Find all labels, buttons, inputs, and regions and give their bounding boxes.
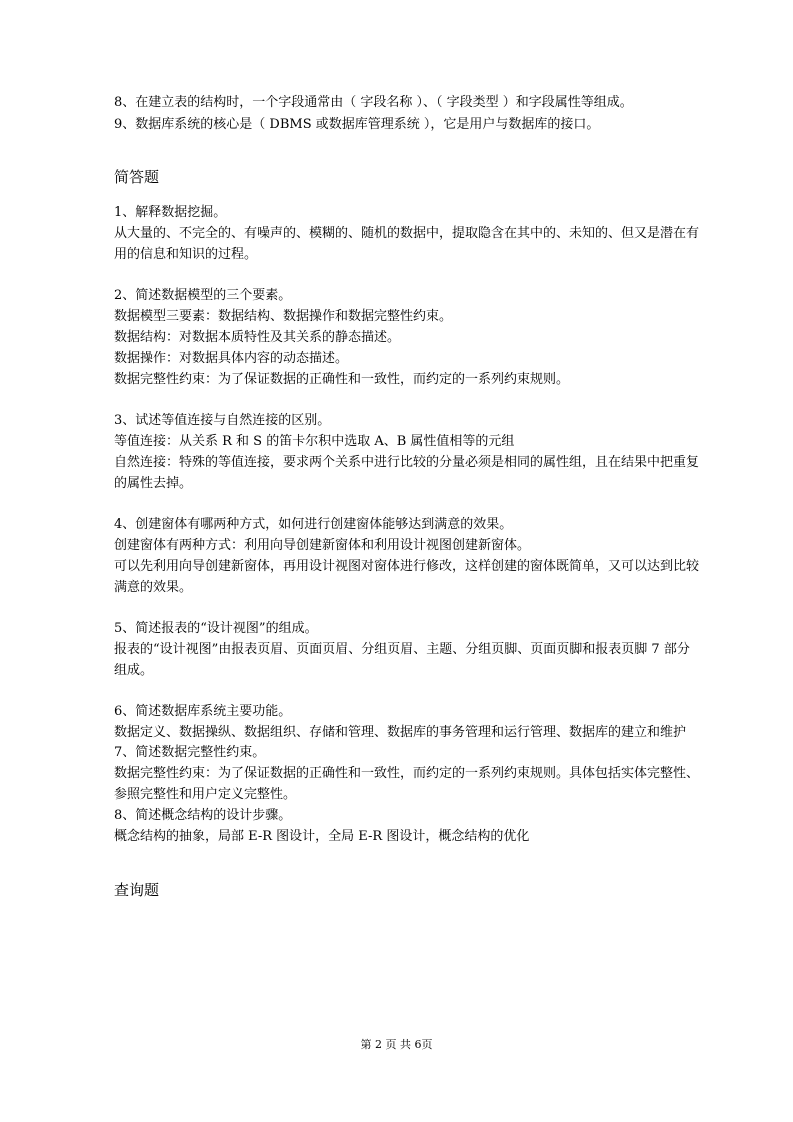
q7-answer-line: 数据完整性约束：为了保证数据的正确性和一致性，而约定的一系列约束规则。具体包括实体完整性、 xyxy=(114,766,700,781)
q5-answer-line: 组成。 xyxy=(114,663,154,678)
q5-answer-line: 报表的“设计视图”由报表页眉、页面页眉、分组页眉、主题、分组页脚、页面页脚和报表页脚 7 部分 xyxy=(114,642,690,657)
q6-question: 6、简述数据库系统主要功能。 xyxy=(114,704,292,719)
q6-answer-line: 数据定义、数据操纵、数据组织、存储和管理、数据库的事务管理和运行管理、数据库的建立和维护 xyxy=(114,725,687,740)
q4-answer-line: 满意的效果。 xyxy=(114,580,193,595)
q8-answer-line: 概念结构的抽象，局部 E-R 图设计，全局 E-R 图设计，概念结构的优化 xyxy=(114,829,530,844)
fill-blank-q8: 8、在建立表的结构时，一个字段通常由（ 字段名称 ）、（ 字段类型 ）和字段属性等组成。 xyxy=(114,95,633,110)
q2-answer-line: 数据结构：对数据本质特性及其关系的静态描述。 xyxy=(114,330,401,345)
q2-answer-line: 数据模型三要素：数据结构、数据操作和数据完整性约束。 xyxy=(114,309,453,324)
q5-question: 5、简述报表的“设计视图”的组成。 xyxy=(114,621,318,636)
q7-question: 7、简述数据完整性约束。 xyxy=(114,745,266,760)
q1-answer-line: 用的信息和知识的过程。 xyxy=(114,247,258,262)
section-heading-query: 查询题 xyxy=(114,881,160,899)
q4-question: 4、创建窗体有哪两种方式，如何进行创建窗体能够达到满意的效果。 xyxy=(114,517,513,532)
q7-answer-line: 参照完整性和用户定义完整性。 xyxy=(114,787,297,802)
q3-answer-line: 自然连接：特殊的等值连接，要求两个关系中进行比较的分量必须是相同的属性组，且在结果中把重复 xyxy=(114,455,700,470)
q2-answer-line: 数据操作：对数据具体内容的动态描述。 xyxy=(114,351,349,366)
q1-answer-line: 从大量的、不完全的、有噪声的、模糊的、随机的数据中，提取隐含在其中的、未知的、但又是潜在有 xyxy=(114,226,700,241)
q8-question: 8、简述概念结构的设计步骤。 xyxy=(114,808,292,823)
q3-question: 3、试述等值连接与自然连接的区别。 xyxy=(114,413,331,428)
section-heading-short-answer: 简答题 xyxy=(114,168,160,186)
q4-answer-line: 创建窗体有两种方式：利用向导创建新窗体和利用设计视图创建新窗体。 xyxy=(114,538,531,553)
q3-answer-line: 的属性去掉。 xyxy=(114,476,193,491)
q4-answer-line: 可以先利用向导创建新窗体，再用设计视图对窗体进行修改，这样创建的窗体既简单，又可以达到比较 xyxy=(114,559,700,574)
q2-answer-line: 数据完整性约束：为了保证数据的正确性和一致性，而约定的一系列约束规则。 xyxy=(114,372,570,387)
page-footer: 第 2 页 共 6页 xyxy=(360,1038,433,1051)
fill-blank-q9: 9、数据库系统的核心是（ DBMS 或数据库管理系统 ），它是用户与数据库的接口。 xyxy=(114,117,600,132)
q2-question: 2、简述数据模型的三个要素。 xyxy=(114,288,292,303)
q3-answer-line: 等值连接：从关系 R 和 S 的笛卡尔积中选取 A、B 属性值相等的元组 xyxy=(114,434,515,449)
q1-question: 1、解释数据挖掘。 xyxy=(114,205,227,220)
